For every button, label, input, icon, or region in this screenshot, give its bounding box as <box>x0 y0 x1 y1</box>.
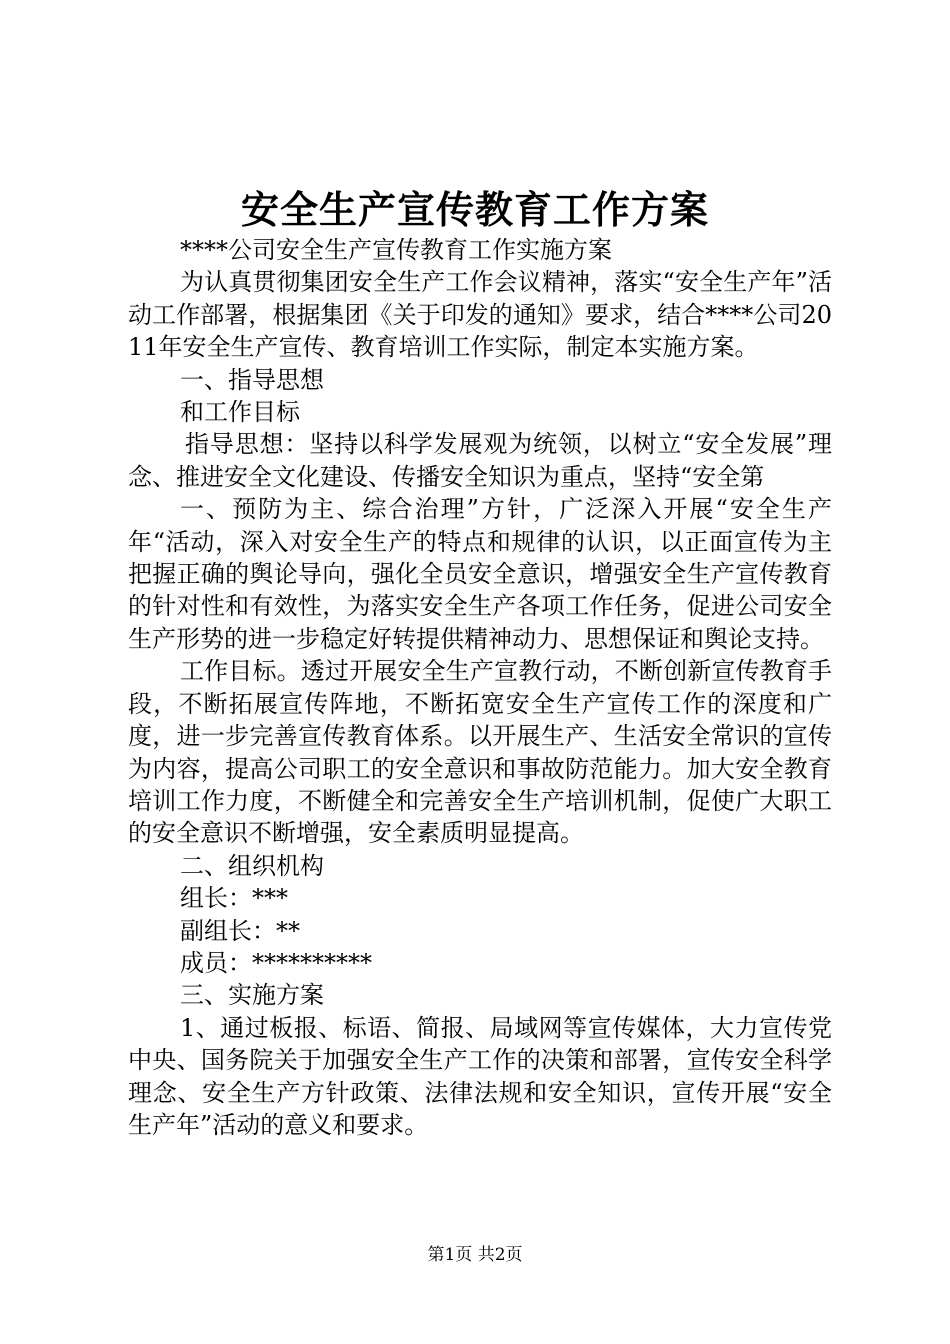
paragraph-work-goal: 工作目标。透过开展安全生产宣教行动，不断创新宣传教育手段，不断拓展宣传阵地，不断拓宽安全生产宣传工作的深度和广度，进一步完善宣传教育体系。以开展生产、生活安全常识的宣传为内容，提高公司职工的安全意识和事故防范能力。加大安全教育培训工作力度，不断健全和完善安全生产培训机制，促使广大职工的安全意识不断增强，安全素质明显提高。 <box>128 657 832 848</box>
document-body <box>128 234 832 1141</box>
paragraph-guiding-thought: 指导思想：坚持以科学发展观为统领，以树立“安全发展”理念、推进安全文化建设、传播安全知识为重点，坚持“安全第 <box>128 430 832 491</box>
heading-guiding-thought: 一、指导思想 <box>180 365 324 394</box>
paragraph-subtitle: ****公司安全生产宣传教育工作实施方案 <box>180 236 612 264</box>
heading-implementation: 三、实施方案 <box>180 981 324 1010</box>
paragraph-intro: 为认真贯彻集团安全生产工作会议精神，落实“安全生产年”活动工作部署，根据集团《关于印发的通知》要求，结合****公司2011年安全生产宣传、教育培训工作实际，制定本实施方案。 <box>128 268 832 362</box>
page-footer: 第1页 共2页 <box>427 1245 523 1265</box>
heading-work-goal: 和工作目标 <box>180 398 300 427</box>
paragraph-implementation-1: 1、通过板报、标语、简报、局域网等宣传媒体，大力宣传党中央、国务院关于加强安全生产工作的决策和部署，宣传安全科学理念、安全生产方针政策、法律法规和安全知识，宣传开展“安全生产年”活动的意义和要求。 <box>128 1013 832 1139</box>
heading-organization: 二、组织机构 <box>180 851 324 880</box>
paragraph-policy: 一、预防为主、综合治理”方针，广泛深入开展“安全生产年“活动，深入对安全生产的特点和规律的认识，以正面宣传为主把握正确的舆论导向，强化全员安全意识，增强安全生产宣传教育的针对性和有效性，为落实安全生产各项工作任务，促进公司安全生产形势的进一步稳定好转提供精神动力、思想保证和舆论支持。 <box>128 495 832 653</box>
document-title: 安全生产宣传教育工作方案 <box>240 187 709 232</box>
line-members: 成员：********** <box>180 948 372 977</box>
line-group-leader: 组长：*** <box>180 884 288 913</box>
line-deputy-leader: 副组长：** <box>180 916 300 945</box>
